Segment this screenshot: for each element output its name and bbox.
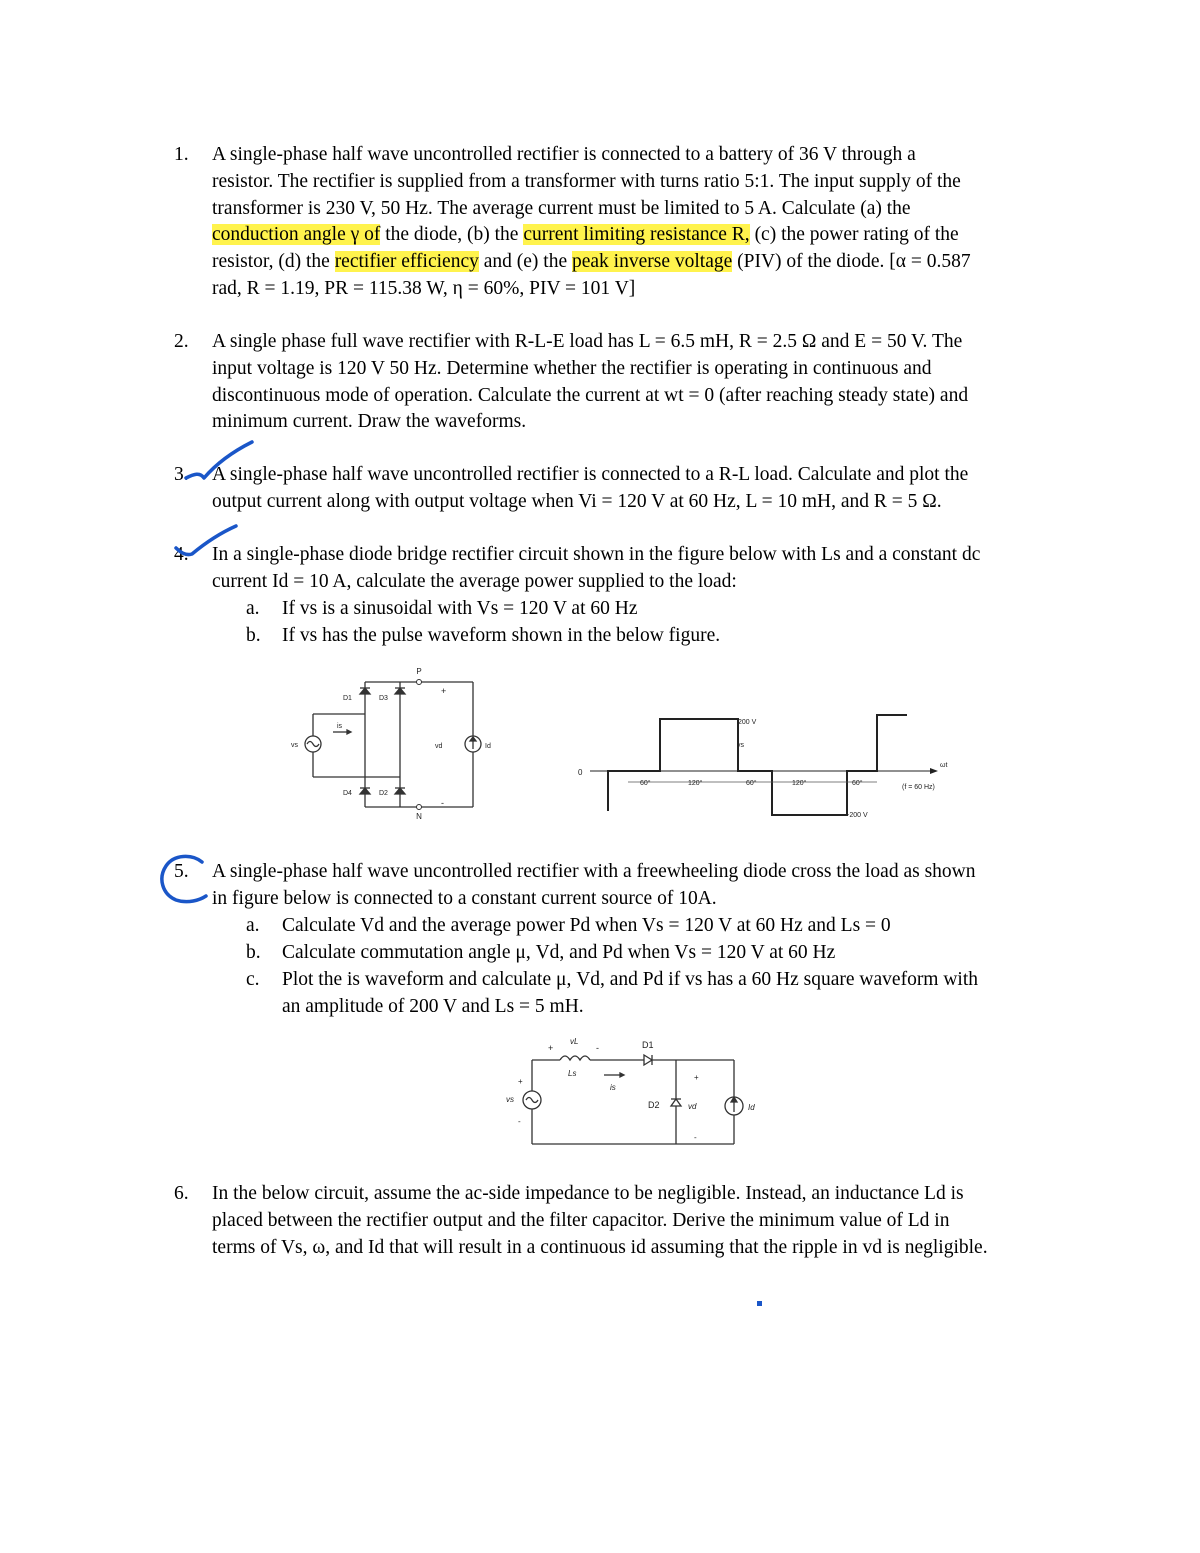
question-number: 2. [174,331,189,352]
highlighted-text: peak inverse voltage [571,251,733,273]
minus-sign: - [518,1117,521,1126]
text-line: current Id = 10 A, calculate the average power supplied to the load: [212,570,737,592]
question-2 [174,329,1074,439]
question-1 [174,142,1074,307]
highlighted-text: rectifier efficiency [334,251,479,273]
question-6 [174,1181,1074,1263]
plus-sign: + [694,1073,699,1082]
subpart-text: If vs is a sinusoidal with Vs = 120 V at 60 Hz [282,598,638,619]
text-line: resistor. The rectifier is supplied from a transformer with turns ratio 5:1. The input supply of the [212,170,961,192]
level-neg200v-label: -200 V [847,812,868,819]
subpart-label: b. [246,625,261,646]
question-text [212,329,1074,436]
minus-sign: - [596,1043,599,1053]
question-3 [174,462,1074,518]
dot-mark-icon [756,1300,764,1308]
question-text [212,859,1074,913]
waveform-vs-label: vs [737,742,744,749]
subpart-label: a. [246,915,260,936]
question-text [212,142,1074,303]
freewheeling-diode-circuit [500,1030,780,1150]
source-vs-label: vs [291,742,298,749]
frequency-label: (f = 60 Hz) [902,784,935,791]
minus-sign: - [694,1133,697,1142]
subpart-text: Plot the is waveform and calculate μ, Vd, and Pd if vs has a 60 Hz square waveform with [282,969,979,990]
question-number: 5. [174,861,189,882]
text-run: resistor, (d) the [212,251,335,273]
bridge-rectifier-circuit [285,652,500,832]
current-id-label: Id [748,1103,755,1112]
current-id-label: Id [485,743,491,750]
question-number: 6. [174,1183,189,1204]
angle-120-label: 120° [792,780,807,787]
subpart-label: b. [246,942,261,963]
text-line: input voltage is 120 V 50 Hz. Determine whether the rectifier is operating in continuous and [212,357,932,379]
inductor-voltage-label: vL [570,1037,579,1046]
node-n-label: N [416,812,422,821]
plus-sign: + [441,686,447,696]
zero-label: 0 [578,768,583,777]
minus-sign: - [441,798,444,808]
text-run: the diode, (b) the [380,224,524,246]
highlighted-text: conduction angle γ of [212,224,381,246]
source-vs-label: vs [506,1095,514,1104]
text-line [212,222,1074,249]
text-line: discontinuous mode of operation. Calculate the current at wt = 0 (after reaching steady state) and [212,384,969,406]
angle-60-label: 60° [746,780,757,787]
question-4 [174,542,1074,652]
subpart-text: Calculate commutation angle μ, Vd, and Pd when Vs = 120 V at 60 Hz [282,942,836,963]
angle-60-label: 60° [640,780,651,787]
load-vd-label: vd [688,1102,697,1111]
current-is-label: is [610,1083,616,1092]
text-line: minimum current. Draw the waveforms. [212,411,527,433]
diode-d2-label: D2 [379,790,388,797]
subpart-text: If vs has the pulse waveform shown in the below figure. [282,625,721,646]
checkmark-q3-icon [180,438,260,488]
plus-sign: + [548,1043,554,1053]
text-line: In a single-phase diode bridge rectifier circuit shown in the figure below with Ls and a constant dc [212,544,981,565]
axis-wt-label: ωt [940,762,948,769]
text-line: placed between the rectifier output and the filter capacitor. Derive the minimum value of Ld in [212,1209,950,1231]
circle-q5-icon [156,852,212,908]
text-line: A single phase full wave rectifier with R-L-E load has L = 6.5 mH, R = 2.5 Ω and E = 50 V. The [212,331,963,352]
current-is-label: is [337,723,343,730]
text-line: A single-phase half wave uncontrolled rectifier is connected to a R-L load. Calculate and plot the [212,464,969,485]
answer-key: rad, R = 1.19, PR = 115.38 W, η = 60%, PIV = 101 V] [212,277,636,299]
question-text [212,1181,1074,1261]
text-line: transformer is 230 V, 50 Hz. The average current must be limited to 5 A. Calculate (a) the [212,197,911,219]
text-line [212,249,1074,276]
level-200v-label: 200 V [738,719,757,726]
text-run: (PIV) of the diode. [α = 0.587 [732,251,971,273]
checkmark-q4-icon [170,522,250,562]
text-line: In the below circuit, assume the ac-side impedance to be negligible. Instead, an inductance Ld is [212,1183,964,1204]
diode-d1-label: D1 [642,1040,654,1050]
text-line: A single-phase half wave uncontrolled rectifier with a freewheeling diode cross the load as shown [212,861,976,882]
subpart-text: Calculate Vd and the average power Pd when Vs = 120 V at 60 Hz and Ls = 0 [282,915,891,936]
angle-60-label: 60° [852,780,863,787]
text-line: in figure below is connected to a constant current source of 10A. [212,887,717,909]
diode-d1-label: D1 [343,695,352,702]
subpart-label: a. [246,598,260,619]
question-number: 1. [174,144,189,165]
text-line: A single-phase half wave uncontrolled rectifier is connected to a battery of 36 V through a [212,144,916,165]
question-number: 4. [174,544,189,565]
highlighted-text: current limiting resistance R, [523,224,750,246]
text-run: and (e) the [478,251,572,273]
subpart-label: c. [246,969,260,990]
text-run: (c) the power rating of the [749,224,959,246]
angle-120-label: 120° [688,780,703,787]
text-line: output current along with output voltage when Vi = 120 V at 60 Hz, L = 10 mH, and R = 5 Ω. [212,490,942,512]
node-p-label: P [416,667,422,676]
question-text [212,462,1074,516]
question-5 [174,859,1074,1024]
diode-d2-label: D2 [648,1100,660,1110]
plus-sign: + [518,1077,523,1086]
pulse-waveform [570,705,965,830]
subpart-text: an amplitude of 200 V and Ls = 5 mH. [282,996,584,1017]
load-vd-label: vd [435,743,443,750]
diode-d3-label: D3 [379,695,388,702]
text-line: terms of Vs, ω, and Id that will result in a continuous id assuming that the ripple in vd is negligible. [212,1236,988,1258]
question-number: 3. [174,464,189,485]
inductor-ls-label: Ls [568,1069,577,1078]
diode-d4-label: D4 [343,790,352,797]
question-text [212,542,1074,596]
